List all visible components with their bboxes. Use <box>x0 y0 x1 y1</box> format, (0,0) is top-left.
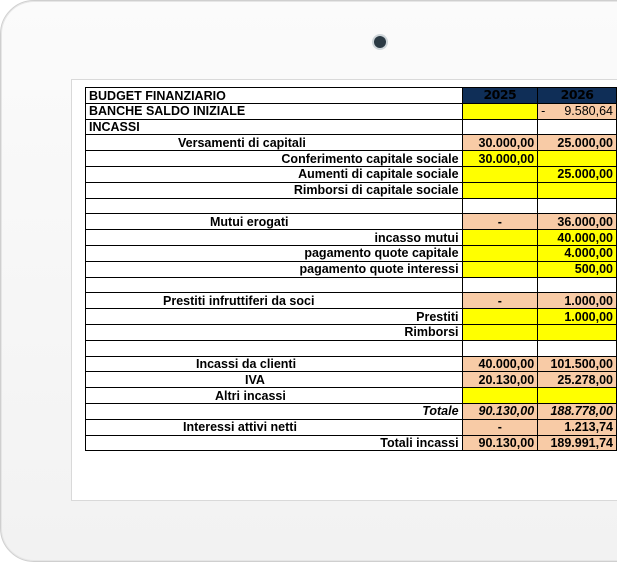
cell-2025[interactable] <box>462 309 538 325</box>
year-header-2025[interactable]: 2025 <box>462 88 538 104</box>
row-label[interactable] <box>86 340 463 356</box>
cell-2026-total[interactable]: 188.778,00 <box>538 403 617 419</box>
cell-2025[interactable]: - <box>462 419 538 435</box>
cell-2025[interactable]: 30.000,00 <box>462 151 538 167</box>
row-label[interactable] <box>86 198 463 214</box>
budget-spreadsheet <box>85 87 617 451</box>
cell-2025[interactable] <box>462 230 538 246</box>
cell-2025[interactable]: 40.000,00 <box>462 356 538 372</box>
row-label[interactable]: Aumenti di capitale sociale <box>86 166 463 182</box>
camera-icon <box>374 36 386 48</box>
cell-value: 9.580,64 <box>564 104 613 119</box>
row-label-grand-total[interactable]: Totali incassi <box>86 435 463 451</box>
cell-2026[interactable]: 25.000,00 <box>538 135 617 151</box>
cell-2026[interactable] <box>538 103 617 119</box>
row-label-total[interactable]: Totale <box>86 403 463 419</box>
cell-2026[interactable] <box>538 119 617 135</box>
cell-2025[interactable]: - <box>462 293 538 309</box>
cell-2026[interactable] <box>538 388 617 404</box>
cell-2025[interactable] <box>462 103 538 119</box>
cell-2026[interactable]: 40.000,00 <box>538 230 617 246</box>
cell-2026[interactable]: 25.278,00 <box>538 372 617 388</box>
cell-2025[interactable] <box>462 119 538 135</box>
row-label[interactable]: INCASSI <box>86 119 463 135</box>
row-label[interactable]: Rimborsi <box>86 324 463 340</box>
cell-2026[interactable]: 4.000,00 <box>538 245 617 261</box>
neg-sign: - <box>541 104 546 119</box>
cell-2025[interactable] <box>462 388 538 404</box>
row-label[interactable]: Interessi attivi netti <box>86 419 463 435</box>
cell-2026[interactable]: 36.000,00 <box>538 214 617 230</box>
cell-2026[interactable]: 1.000,00 <box>538 309 617 325</box>
row-label[interactable]: pagamento quote capitale <box>86 245 463 261</box>
cell-2025[interactable] <box>462 166 538 182</box>
cell-2026[interactable]: 500,00 <box>538 261 617 277</box>
cell-2025[interactable] <box>462 245 538 261</box>
row-label[interactable]: pagamento quote interessi <box>86 261 463 277</box>
row-label[interactable]: Altri incassi <box>86 388 463 404</box>
cell-2026[interactable] <box>538 277 617 293</box>
cell-2026[interactable] <box>538 340 617 356</box>
cell-2025[interactable] <box>462 340 538 356</box>
cell-2026[interactable] <box>538 324 617 340</box>
cell-2025[interactable]: - <box>462 214 538 230</box>
sheet-title: BUDGET FINANZIARIO <box>86 88 463 104</box>
cell-2026[interactable] <box>538 198 617 214</box>
cell-2026[interactable]: 1.213,74 <box>538 419 617 435</box>
row-label[interactable]: Prestiti infruttiferi da soci <box>86 293 463 309</box>
cell-2025[interactable] <box>462 198 538 214</box>
year-header-2026[interactable]: 2026 <box>538 88 617 104</box>
row-label[interactable]: Conferimento capitale sociale <box>86 151 463 167</box>
cell-2025[interactable] <box>462 182 538 198</box>
cell-2026[interactable] <box>538 182 617 198</box>
cell-2025[interactable] <box>462 261 538 277</box>
cell-2025[interactable]: 30.000,00 <box>462 135 538 151</box>
row-label[interactable]: Prestiti <box>86 309 463 325</box>
row-label[interactable]: incasso mutui <box>86 230 463 246</box>
cell-2025[interactable]: 20.130,00 <box>462 372 538 388</box>
row-label[interactable]: IVA <box>86 372 463 388</box>
cell-2025[interactable] <box>462 324 538 340</box>
cell-2025-total[interactable]: 90.130,00 <box>462 403 538 419</box>
cell-2026[interactable]: 1.000,00 <box>538 293 617 309</box>
row-label[interactable]: Versamenti di capitali <box>86 135 463 151</box>
row-label[interactable]: Mutui erogati <box>86 214 463 230</box>
row-label[interactable]: Incassi da clienti <box>86 356 463 372</box>
cell-2025-grand-total[interactable]: 90.130,00 <box>462 435 538 451</box>
cell-2026[interactable]: 25.000,00 <box>538 166 617 182</box>
row-label[interactable]: BANCHE SALDO INIZIALE <box>86 103 463 119</box>
cell-2025[interactable] <box>462 277 538 293</box>
row-label[interactable] <box>86 277 463 293</box>
row-label[interactable]: Rimborsi di capitale sociale <box>86 182 463 198</box>
cell-2026[interactable]: 101.500,00 <box>538 356 617 372</box>
cell-2026-grand-total[interactable]: 189.991,74 <box>538 435 617 451</box>
cell-2026[interactable] <box>538 151 617 167</box>
